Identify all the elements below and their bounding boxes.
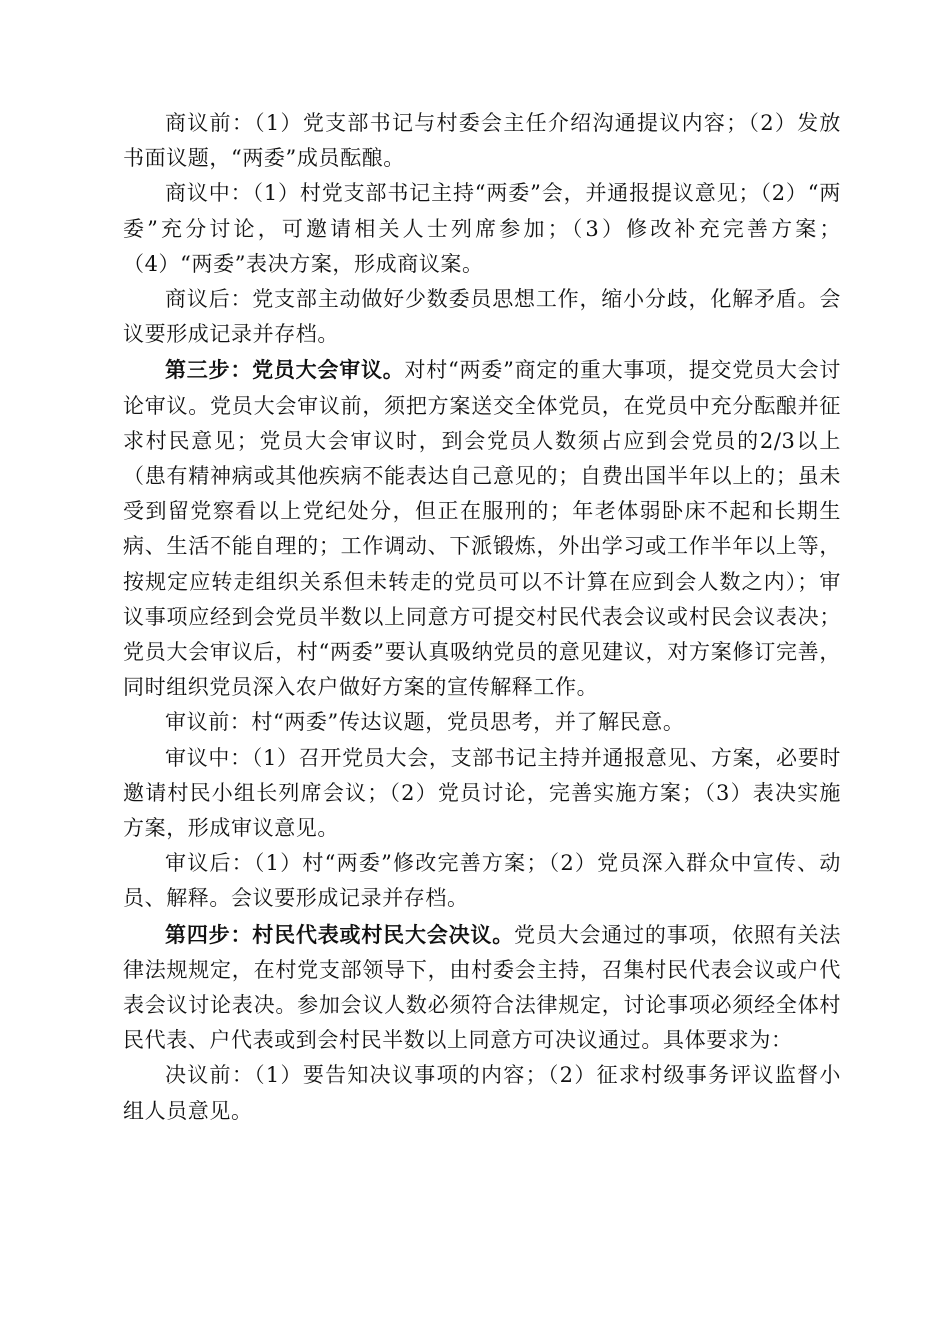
step-four-heading: 第四步：村民代表或村民大会决议。: [165, 921, 515, 947]
paragraph-text: 审议后：（1）村“两委”修改完善方案；（2）党员深入群众中宣传、动员、解释。会议要形成记录并存档。: [123, 851, 841, 911]
paragraph-review-after: [123, 846, 841, 916]
paragraph-resolution-before: [123, 1058, 841, 1128]
paragraph-text: 党员大会通过的事项，依照有关法律法规规定，在村党支部领导下，由村委会主持，召集村民代表会议或户代表会议讨论表决。参加会议人数必须符合法律规定，讨论事项必须经全体村民代表、户代表或到会村民半数以上同意方可决议通过。具体要求为：: [123, 922, 841, 1053]
paragraph-step-three: [123, 352, 841, 705]
paragraph-text: 决议前：（1）要告知决议事项的内容；（2）征求村级事务评议监督小组人员意见。: [123, 1063, 841, 1123]
paragraph-discussion-during: [123, 176, 841, 282]
paragraph-text: 商议前：（1）党支部书记与村委会主任介绍沟通提议内容；（2）发放书面议题，“两委”成员酝酿。: [123, 111, 841, 171]
step-three-heading: 第三步：党员大会审议。: [165, 357, 405, 383]
document-body: [123, 106, 841, 1129]
paragraph-text: 商议中：（1）村党支部书记主持“两委”会，并通报提议意见；（2）“两委”充分讨论，可邀请相关人士列席参加；（3）修改补充完善方案；（4）“两委”表决方案，形成商议案。: [123, 181, 841, 276]
paragraph-text: 审议前：村“两委”传达议题，党员思考，并了解民意。: [165, 710, 685, 735]
paragraph-text: 对村“两委”商定的重大事项，提交党员大会讨论审议。党员大会审议前，须把方案送交全体党员，在党员中充分酝酿并征求村民意见；党员大会审议时，到会党员人数须占应到会党员的2/3以上（患有精神病或其他疾病不能表达自己意见的；自费出国半年以上的；虽未受到留党察看以上党纪处分，但正在服刑的；年老体弱卧床不起和长期生病、生活不能自理的；工作调动、下派锻炼，外出学习或工作半年以上等，按规定应转走组织关系但未转走的党员可以不计算在应到会人数之内）；审议事项应经到会党员半数以上同意方可提交村民代表会议或村民会议表决；党员大会审议后，村“两委”要认真吸纳党员的意见建议，对方案修订完善，同时组织党员深入农户做好方案的宣传解释工作。: [123, 358, 841, 700]
paragraph-discussion-before: [123, 106, 841, 176]
paragraph-review-before: [123, 705, 841, 740]
paragraph-text: 商议后：党支部主动做好少数委员思想工作，缩小分歧，化解矛盾。会议要形成记录并存档。: [123, 287, 841, 347]
paragraph-text: 审议中：（1）召开党员大会，支部书记主持并通报意见、方案，必要时邀请村民小组长列席会议；（2）党员讨论，完善实施方案；（3）表决实施方案，形成审议意见。: [123, 745, 841, 841]
paragraph-discussion-after: [123, 282, 841, 352]
paragraph-review-during: [123, 741, 841, 847]
paragraph-step-four: [123, 917, 841, 1059]
